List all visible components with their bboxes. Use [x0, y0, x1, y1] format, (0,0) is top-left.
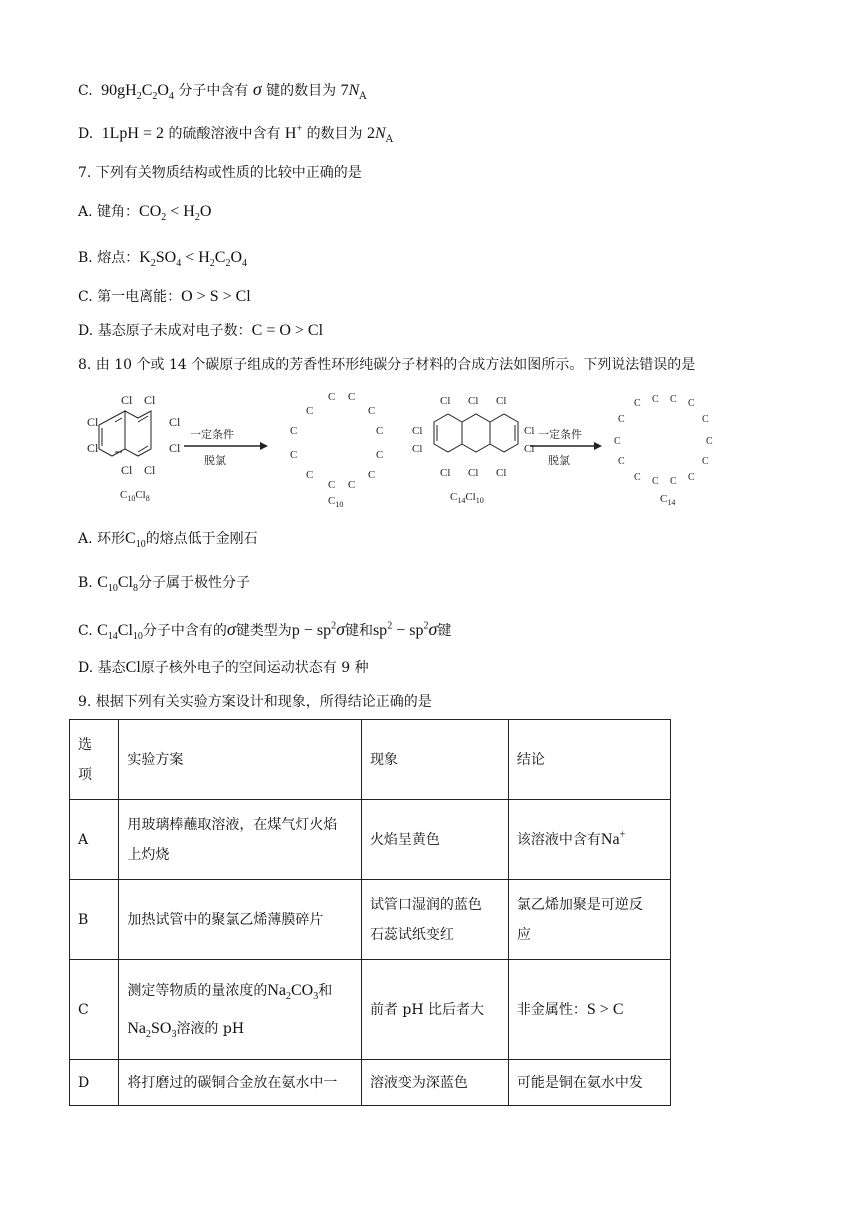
q7-option-a: A. 键角：$CO_2 < H_2O$	[78, 203, 212, 224]
q6-option-d: D. 1LpH = 2 的硫酸溶液中含有 H+ 的数目为 $2N_A$	[78, 123, 393, 145]
svg-text:C: C	[706, 436, 713, 447]
svg-text:C10: $C_{10}$	[328, 495, 344, 509]
svg-text:Cl: Cl	[440, 395, 451, 407]
svg-text:C: C	[306, 405, 314, 417]
header-conclusion: 结论	[508, 720, 670, 800]
svg-text:Cl: Cl	[412, 425, 423, 437]
c10-ring	[290, 392, 383, 509]
svg-text:C: C	[702, 414, 709, 425]
svg-text:C: C	[618, 456, 625, 467]
reaction-scheme	[78, 392, 718, 514]
svg-text:Cl: Cl	[412, 443, 423, 455]
c14-ring	[614, 394, 713, 507]
header-plan: 实验方案	[119, 720, 362, 800]
q7-option-d: D. 基态原子未成对电子数：C = O > Cl	[78, 322, 324, 339]
svg-text:C: C	[306, 469, 314, 481]
svg-text:C: C	[348, 479, 356, 491]
header-option: 选项	[70, 720, 119, 800]
svg-text:C: C	[634, 398, 641, 409]
svg-text:C: C	[614, 436, 621, 447]
svg-text:Cl: Cl	[144, 463, 156, 477]
arrow-2-top: 一定条件	[538, 428, 582, 441]
q7-stem: 7. 下列有关物质结构或性质的比较中正确的是	[78, 165, 362, 181]
svg-text:Cl: Cl	[144, 393, 156, 407]
svg-text:Cl: Cl	[524, 443, 535, 455]
svg-text:C: C	[328, 479, 336, 491]
arrow-1-top: 一定条件	[190, 428, 234, 441]
svg-text:C: C	[702, 456, 709, 467]
table-row: D 将打磨过的碳铜合金放在氨水中一 溶液变为深蓝色 可能是铜在氨水中发	[70, 1060, 671, 1106]
svg-text:Cl: Cl	[121, 463, 133, 477]
svg-text:C: C	[290, 449, 298, 461]
svg-text:C: C	[670, 394, 677, 405]
svg-text:C: C	[376, 425, 384, 437]
svg-text:Cl: Cl	[87, 441, 99, 455]
table-header-row	[70, 720, 671, 800]
table-row: A 用玻璃棒蘸取溶液，在煤气灯火焰 上灼烧 火焰呈黄色 该溶液中含有Na+	[70, 800, 671, 880]
svg-text:C: C	[290, 425, 298, 437]
svg-text:Cl: Cl	[169, 415, 181, 429]
c10cl8-structure	[99, 411, 151, 456]
svg-text:C: C	[652, 476, 659, 487]
q7-option-c: C. 第一电离能：O > S > Cl	[78, 288, 251, 305]
q8-option-c: C. $C_{14}Cl_{10}$分子中含有的σ键类型为$p - sp^2\sigma$键和$sp^2 - sp^2\sigma$键	[78, 619, 452, 643]
svg-text:C: C	[348, 392, 356, 403]
svg-text:C: C	[368, 405, 376, 417]
q7-option-b: B. 熔点：$K_2SO_4 < H_2C_2O_4$	[78, 249, 248, 270]
svg-text:C: C	[634, 472, 641, 483]
svg-text:C: C	[328, 392, 336, 403]
svg-text:C14Cl10: $C_{14}Cl_{10}$	[450, 491, 484, 505]
svg-text:C: C	[376, 449, 384, 461]
svg-text:Cl: Cl	[121, 393, 133, 407]
svg-text:C14: $C_{14}$	[660, 493, 676, 507]
svg-text:Cl: Cl	[468, 467, 479, 479]
arrow-1	[184, 427, 268, 467]
svg-text:C: C	[670, 476, 677, 487]
svg-text:C10Cl8: $C_{10}Cl_8$	[120, 489, 150, 503]
header-phenomenon: 现象	[361, 720, 508, 800]
svg-text:C: C	[368, 469, 376, 481]
arrow-1-bottom: 脱氯	[204, 454, 226, 467]
q9-stem: 9. 根据下列有关实验方案设计和现象，所得结论正确的是	[78, 694, 432, 710]
svg-text:Cl: Cl	[468, 395, 479, 407]
svg-text:Cl: Cl	[440, 467, 451, 479]
experiment-table	[69, 719, 671, 1106]
q8-option-b: B. $C_{10}Cl_8$分子属于极性分子	[78, 574, 250, 595]
svg-text:C: C	[688, 472, 695, 483]
svg-text:Cl: Cl	[524, 425, 535, 437]
q6-option-c: C. $90gH_2C_2O_4$ 分子中含有 σ 键的数目为 $7N_A$	[78, 79, 367, 103]
svg-text:Cl: Cl	[169, 441, 181, 455]
svg-text:Cl: Cl	[87, 415, 99, 429]
table-row: B 加热试管中的聚氯乙烯薄膜碎片 试管口湿润的蓝色 石蕊试纸变红 氯乙烯加聚是可逆反 应	[70, 880, 671, 960]
q8-option-a: A. 环形$C_{10}$的熔点低于金刚石	[78, 530, 258, 551]
c10cl8-labels	[87, 393, 181, 503]
arrow-2-bottom: 脱氯	[548, 454, 570, 467]
c14cl10-structure	[434, 414, 518, 452]
q8-option-d: D. 基态Cl原子核外电子的空间运动状态有 9 种	[78, 659, 369, 676]
svg-text:C: C	[688, 398, 695, 409]
table-row: C 测定等物质的量浓度的$Na_2CO_3$和 $Na_2SO_3$溶液的 pH 前者 pH 比后者大 非金属性：S > C	[70, 960, 671, 1060]
svg-text:C: C	[618, 414, 625, 425]
q8-stem: 8. 由 10 个或 14 个碳原子组成的芳香性环形纯碳分子材料的合成方法如图所示。下列说法错误的是	[78, 357, 696, 373]
arrow-2	[530, 427, 602, 467]
svg-text:Cl: Cl	[496, 467, 507, 479]
svg-text:Cl: Cl	[496, 395, 507, 407]
svg-text:C: C	[652, 394, 659, 405]
